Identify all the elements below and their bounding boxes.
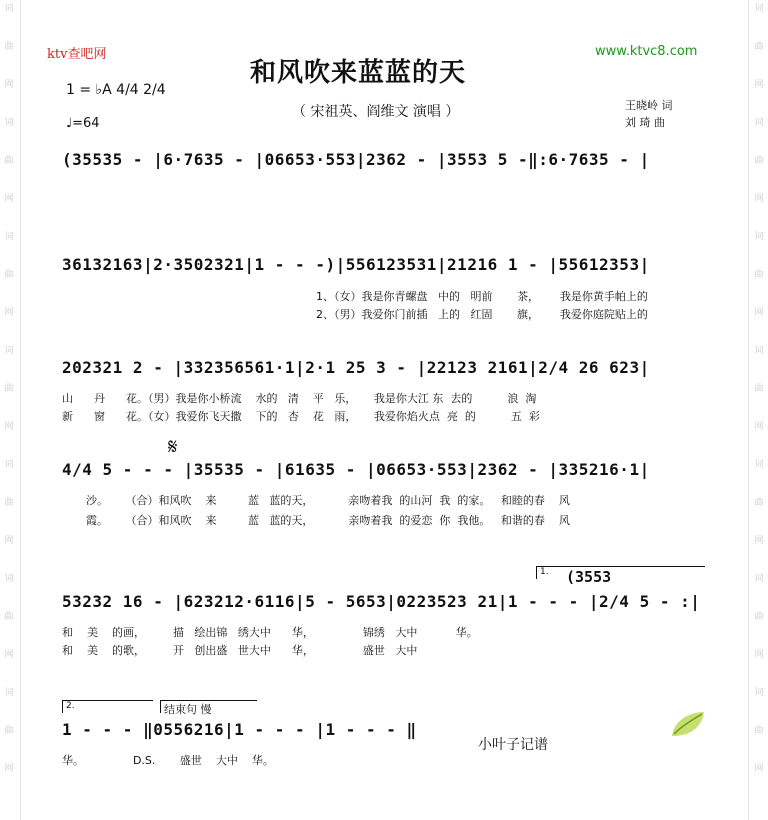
- watermark-char: 网: [4, 536, 14, 546]
- left-rule: [20, 0, 21, 820]
- watermark-char: 曲: [754, 498, 764, 508]
- volta-bracket-2: [62, 700, 153, 713]
- watermark-char: 词: [754, 346, 764, 356]
- watermark-char: 曲: [4, 612, 14, 622]
- watermark-char: 词: [4, 118, 14, 128]
- watermark-char: 网: [4, 308, 14, 318]
- watermark-char: 词: [4, 688, 14, 698]
- watermark-char: 曲: [754, 42, 764, 52]
- song-title: 和风吹来蓝蓝的天: [250, 58, 467, 88]
- lyricist-credit: 王晓岭 词: [625, 99, 673, 112]
- watermark-char: 网: [754, 764, 764, 774]
- watermark-char: 曲: [4, 384, 14, 394]
- lyric-verse2-line3: 新 窗 花。（女）我爱你飞天撒 下的 杏 花 雨， 我爱你焰火点 亮 的 五 彩: [62, 410, 540, 423]
- coda-bracket: [160, 700, 257, 716]
- volta-1-label: 1.: [540, 567, 549, 577]
- watermark-char: 词: [4, 232, 14, 242]
- lyric-verse2-line5: 和 美 的歌， 开 创出盛 世大中 华， 盛世 大中: [62, 644, 418, 657]
- score-line-6: 1 - - - ‖0556216|1 - - - |1 - - - ‖: [62, 720, 417, 739]
- watermark-char: 曲: [4, 156, 14, 166]
- watermark-char: 网: [754, 536, 764, 546]
- lyric-verse2-line2: 2、（男）我爱你门前插 上的 红固 旗， 我爱你庭院贴上的: [316, 308, 648, 321]
- composer-credit: 刘 琦 曲: [625, 116, 665, 129]
- watermark-char: 网: [754, 80, 764, 90]
- side-watermark-right: [752, 0, 766, 820]
- key-signature: 1 = ♭A 4/4 2/4: [66, 82, 166, 98]
- watermark-char: 曲: [754, 612, 764, 622]
- score-line-1: (35535 - |6·7635 - |06653·553|2362 - |3553 5 -‖:6·7635 - |: [62, 150, 650, 169]
- leaf-logo-icon: [668, 710, 708, 740]
- watermark-char: 词: [4, 4, 14, 14]
- score-line-3: 202321 2 - |332356561·1|2·1 25 3 - |22123 2161|2/4 26 623|: [62, 358, 650, 377]
- watermark-char: 词: [4, 574, 14, 584]
- score-line-5: 53232 16 - |623212·6116|5 - 5653|0223523 21|1 - - - |2/4 5 - :|: [62, 592, 701, 611]
- right-rule: [748, 0, 749, 820]
- volta-bracket-1: [536, 566, 705, 579]
- score-line-4: 4/4 5 - - - |35535 - |61635 - |06653·553|2362 - |335216·1|: [62, 460, 650, 479]
- watermark-char: 曲: [4, 726, 14, 736]
- watermark-char: 曲: [4, 42, 14, 52]
- score-line-2: 36132163|2·3502321|1 - - -)|556123531|21216 1 - |55612353|: [62, 255, 650, 274]
- watermark-char: 网: [4, 422, 14, 432]
- watermark-char: 曲: [4, 498, 14, 508]
- watermark-char: 词: [4, 346, 14, 356]
- segno-sign: 𝄋: [168, 435, 178, 460]
- watermark-char: 网: [754, 650, 764, 660]
- transcriber-signature: 小叶子记谱: [478, 737, 548, 753]
- watermark-char: 词: [754, 574, 764, 584]
- watermark-char: 网: [4, 764, 14, 774]
- watermark-char: 网: [4, 650, 14, 660]
- lyric-verse1-line2: 1、（女）我是你青螺盘 中的 明前 茶， 我是你黄手帕上的: [316, 290, 648, 303]
- watermark-char: 曲: [4, 270, 14, 280]
- lyric-verse2-line4: 霞。 （合）和风吹 来 蓝 蓝的天， 亲吻着我 的爱恋 你 我他。 和谐的春 风: [86, 514, 570, 527]
- lyric-verse1-line3: 山 丹 花。（男）我是你小桥流 水的 清 平 乐， 我是你大江 东 去的 浪 淘: [62, 392, 537, 405]
- site-logo-left: ktv查吧网: [47, 47, 107, 62]
- lyric-verse1-line5: 和 美 的画， 描 绘出锦 绣大中 华， 锦绣 大中 华。: [62, 626, 478, 639]
- lyric-verse1-line4: 沙。 （合）和风吹 来 蓝 蓝的天， 亲吻着我 的山河 我 的家。 和睦的春 风: [86, 494, 570, 507]
- watermark-char: 词: [754, 232, 764, 242]
- watermark-char: 词: [754, 4, 764, 14]
- watermark-char: 曲: [754, 384, 764, 394]
- lyric-line6: 华。 D.S. 盛世 大中 华。: [62, 754, 274, 767]
- watermark-char: 网: [4, 194, 14, 204]
- watermark-char: 网: [4, 80, 14, 90]
- watermark-char: 曲: [754, 726, 764, 736]
- coda-label: 结束句 慢: [164, 703, 212, 716]
- watermark-char: 曲: [754, 156, 764, 166]
- watermark-char: 网: [754, 194, 764, 204]
- watermark-char: 词: [754, 688, 764, 698]
- watermark-char: 词: [754, 118, 764, 128]
- watermark-char: 曲: [754, 270, 764, 280]
- site-url-right: www.ktvc8.com: [595, 44, 698, 59]
- volta-1-pickup: (3553: [566, 568, 612, 586]
- watermark-char: 词: [4, 460, 14, 470]
- tempo-marking: ♩=64: [66, 116, 100, 131]
- side-watermark-left: [2, 0, 16, 820]
- watermark-char: 词: [754, 460, 764, 470]
- watermark-char: 网: [754, 308, 764, 318]
- volta-2-label: 2.: [66, 701, 75, 711]
- singers-line: （ 宋祖英、阎维文 演唱 ）: [292, 104, 460, 120]
- watermark-char: 网: [754, 422, 764, 432]
